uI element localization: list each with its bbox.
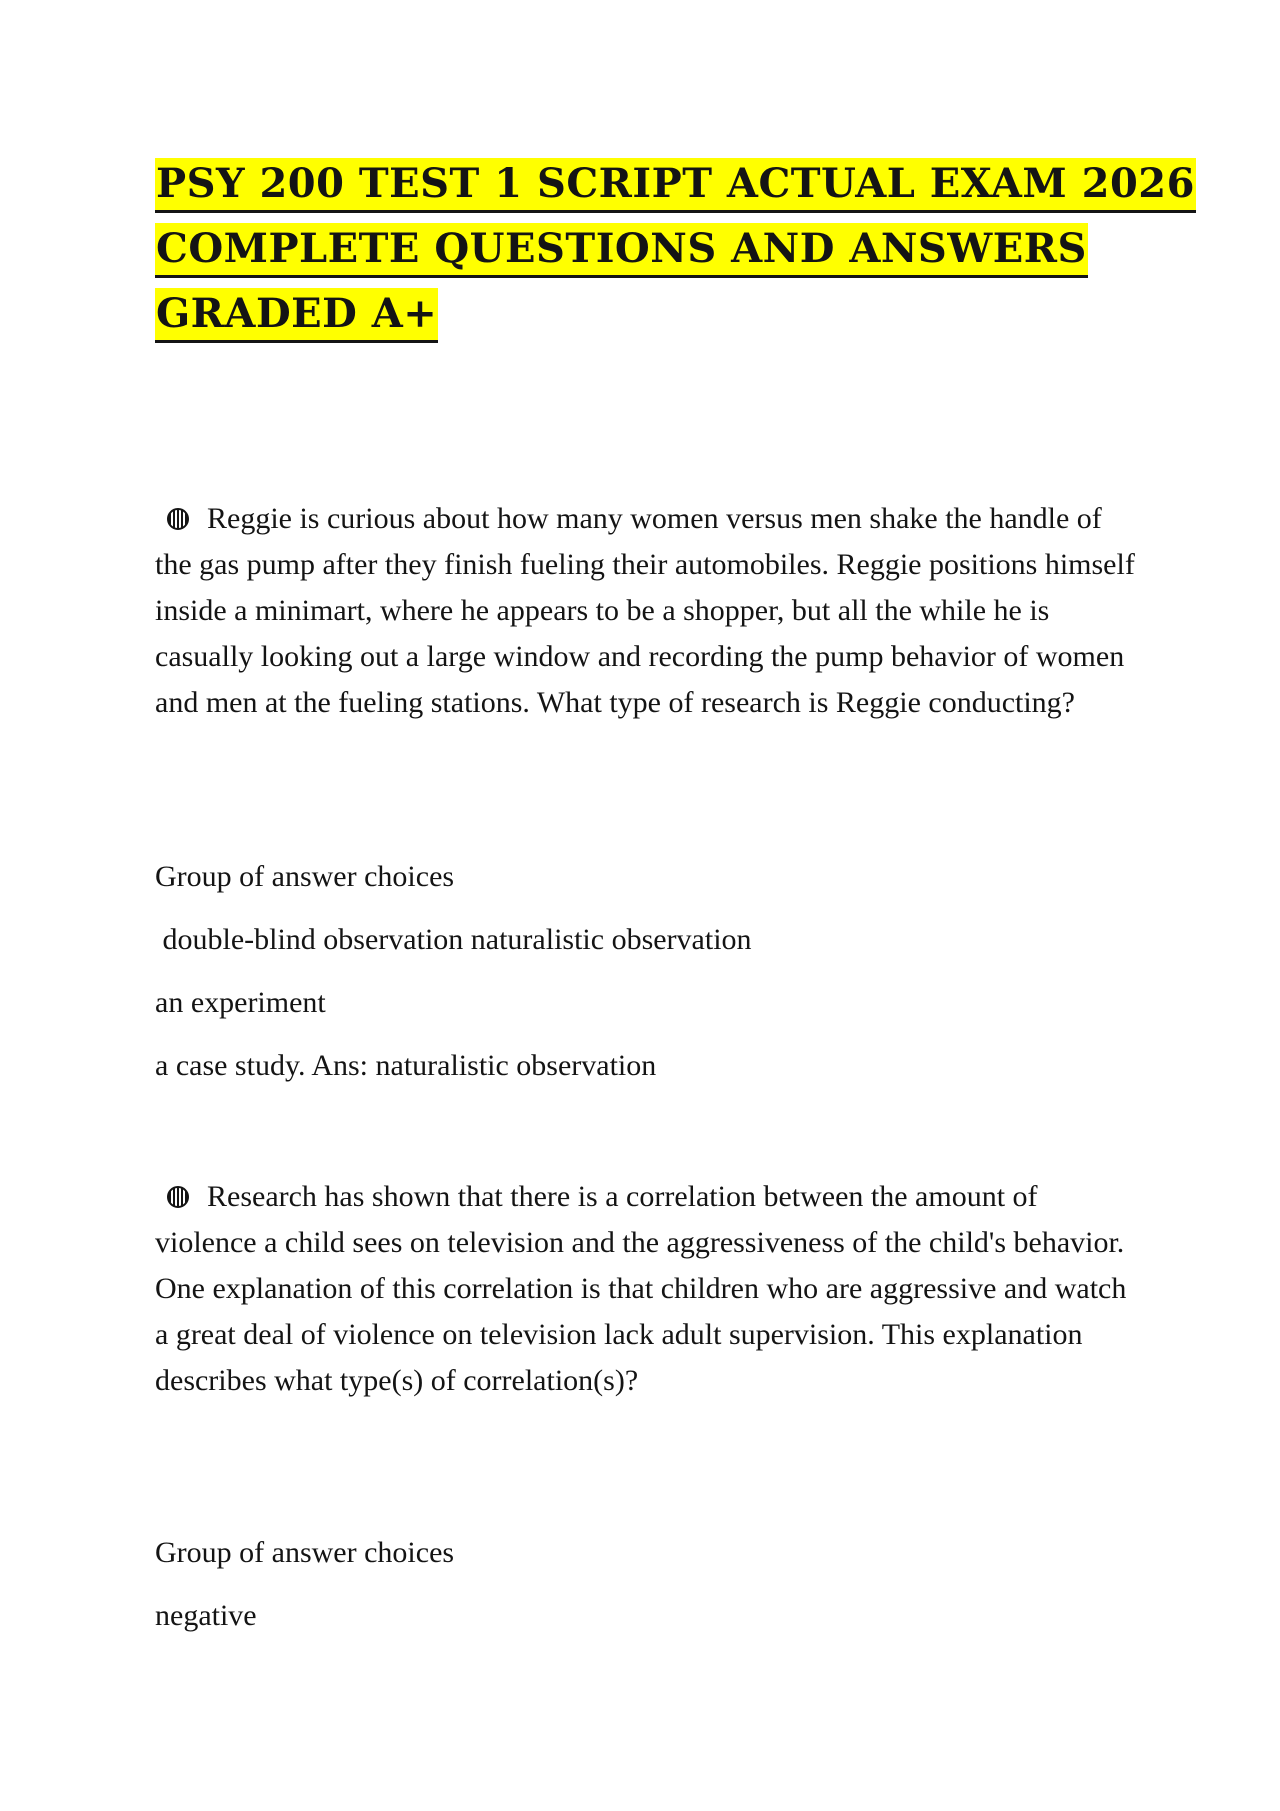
document-title bbox=[155, 158, 1195, 353]
choice-item: a case study. Ans: naturalistic observation bbox=[155, 1049, 657, 1082]
question-1-text: Reggie is curious about how many women versus men shake the handle of the gas pump after they finish fueling their automobiles. Reggie positions himself inside a minimart, where he appears to be a shopper, but all the while he is casually looking out a large window and recording the pump behavior of women and men at the fueling stations. What type of research is Reggie conducting? bbox=[155, 502, 1135, 719]
choice-item: double-blind observation naturalistic observation bbox=[155, 923, 752, 956]
question-1 bbox=[155, 496, 1135, 726]
title-line-2 bbox=[155, 223, 1155, 288]
question-2-text: Research has shown that there is a correlation between the amount of violence a child sees on television and the aggressiveness of the child's behavior. One explanation of this correlation is that children who are aggressive and watch a great deal of violence on television lack adult supervision. This explanation describes what type(s) of correlation(s)? bbox=[155, 1180, 1127, 1397]
bullet-icon bbox=[167, 1186, 189, 1208]
choices-heading: Group of answer choices bbox=[155, 860, 455, 893]
question-2 bbox=[155, 1174, 1135, 1404]
title-text-1: PSY 200 TEST 1 SCRIPT ACTUAL EXAM 2026 bbox=[155, 158, 1196, 213]
title-line-3 bbox=[155, 288, 1155, 353]
answer-choices-1 bbox=[155, 845, 1135, 1097]
choice-item: an experiment bbox=[155, 986, 326, 1019]
bullet-icon bbox=[167, 508, 189, 530]
title-text-3: GRADED A+ bbox=[155, 288, 438, 343]
title-line-1 bbox=[155, 158, 1195, 223]
choice-item: negative bbox=[155, 1599, 257, 1632]
answer-choices-2 bbox=[155, 1521, 1135, 1647]
choices-heading: Group of answer choices bbox=[155, 1536, 455, 1569]
title-text-2: COMPLETE QUESTIONS AND ANSWERS bbox=[155, 223, 1088, 278]
